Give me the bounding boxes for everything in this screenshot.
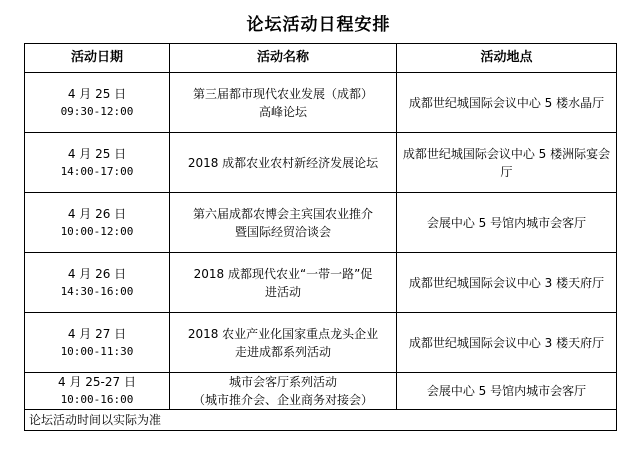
venue-line: 会展中心 5 号馆内城市会客厅	[426, 384, 587, 398]
event-name-cell	[170, 193, 397, 253]
table-row	[25, 73, 617, 133]
event-name-line: 2018 成都现代农业“一带一路”促	[193, 266, 373, 281]
event-name-line: （城市推介会、企业商务对接会）	[192, 393, 373, 407]
event-name-cell	[170, 313, 397, 373]
venue-cell	[397, 193, 617, 253]
date-cell	[25, 253, 170, 313]
schedule-table	[24, 43, 617, 431]
event-name-line: 进活动	[264, 284, 301, 299]
event-name-cell	[170, 373, 397, 410]
date-cell	[25, 373, 170, 410]
venue-line: 成都世纪城国际会议中心 3 楼天府厅	[408, 275, 605, 290]
venue-cell	[397, 133, 617, 193]
footnote-row	[25, 410, 617, 431]
event-name-cell	[170, 133, 397, 193]
event-name-line: 走进成都系列活动	[234, 344, 331, 359]
date-cell	[25, 193, 170, 253]
event-date: 4 月 25 日	[67, 146, 127, 161]
footnote: 论坛活动时间以实际为准	[25, 410, 617, 431]
event-time: 10:00-11:30	[60, 344, 134, 358]
event-time: 10:00-16:00	[60, 393, 134, 406]
column-header-date: 活动日期	[25, 44, 170, 73]
event-name-line: 2018 农业产业化国家重点龙头企业	[187, 326, 379, 341]
venue-line: 成都世纪城国际会议中心 5 楼水晶厅	[408, 95, 605, 110]
date-cell	[25, 133, 170, 193]
event-time: 10:00-12:00	[60, 224, 134, 238]
venue-line: 会展中心 5 号馆内城市会客厅	[426, 215, 587, 230]
venue-line: 成都世纪城国际会议中心 3 楼天府厅	[408, 335, 605, 350]
event-date: 4 月 25-27 日	[58, 375, 136, 389]
event-name-line: 暨国际经贸洽谈会	[234, 224, 331, 239]
date-cell	[25, 73, 170, 133]
table-row	[25, 373, 617, 410]
venue-line: 厅	[500, 164, 513, 179]
table-row	[25, 133, 617, 193]
venue-cell	[397, 373, 617, 410]
event-time: 14:00-17:00	[60, 164, 134, 178]
page-title: 论坛活动日程安排	[246, 15, 391, 35]
event-name-line: 2018 成都农业农村新经济发展论坛	[187, 155, 379, 170]
event-name-line: 城市会客厅系列活动	[228, 375, 337, 389]
event-date: 4 月 27 日	[67, 326, 127, 341]
date-cell	[25, 313, 170, 373]
column-header-name: 活动名称	[170, 44, 397, 73]
event-name-cell	[170, 253, 397, 313]
event-date: 4 月 26 日	[67, 206, 127, 221]
column-header-venue: 活动地点	[397, 44, 617, 73]
venue-cell	[397, 313, 617, 373]
event-name-line: 高峰论坛	[258, 104, 307, 119]
event-date: 4 月 25 日	[67, 86, 127, 101]
venue-cell	[397, 253, 617, 313]
table-row	[25, 193, 617, 253]
event-time: 09:30-12:00	[60, 104, 134, 118]
event-date: 4 月 26 日	[67, 266, 127, 281]
event-name-line: 第六届成都农博会主宾国农业推介	[192, 206, 373, 221]
event-name-cell	[170, 73, 397, 133]
table-row	[25, 313, 617, 373]
venue-line: 成都世纪城国际会议中心 5 楼洲际宴会	[402, 146, 611, 161]
venue-cell	[397, 73, 617, 133]
event-name-line: 第三届都市现代农业发展（成都）	[192, 86, 373, 101]
table-header-row	[25, 44, 617, 73]
table-row	[25, 253, 617, 313]
event-time: 14:30-16:00	[60, 284, 134, 298]
